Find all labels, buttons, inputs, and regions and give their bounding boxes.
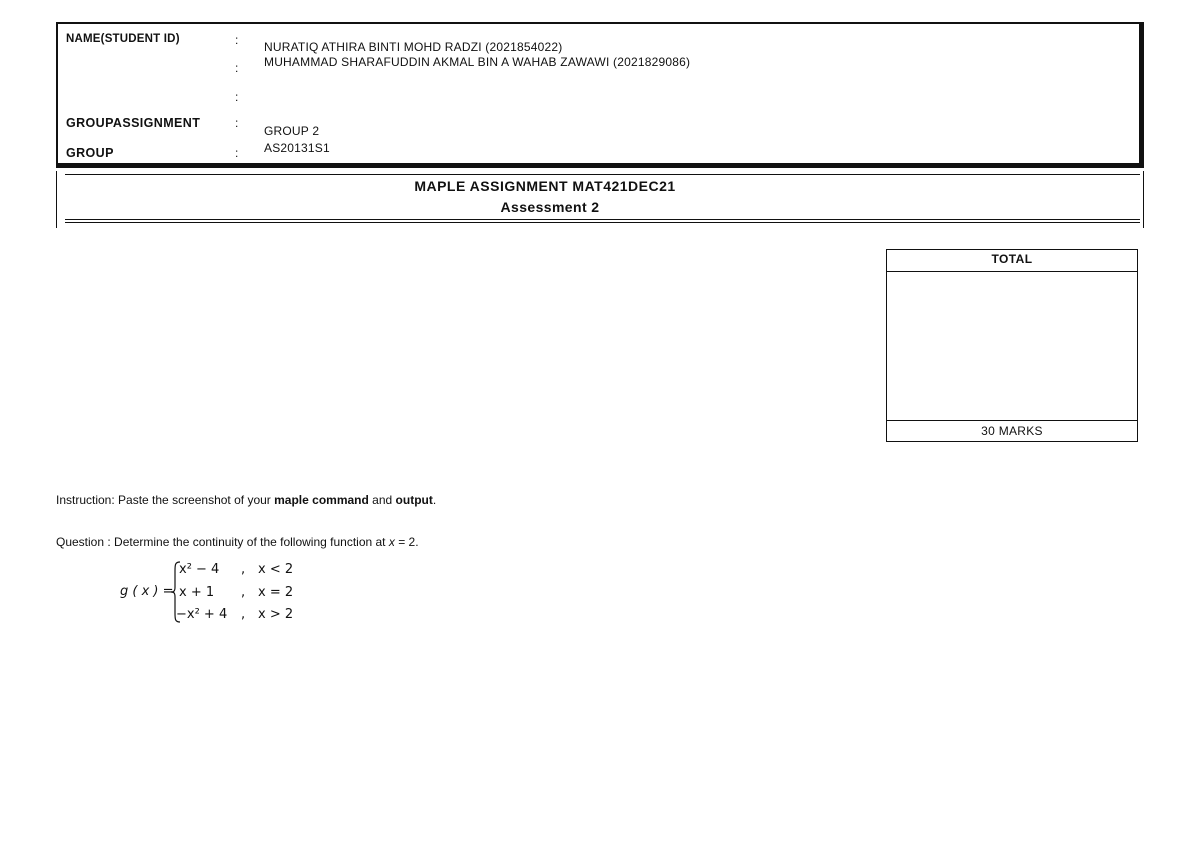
colon: : xyxy=(235,116,239,130)
total-header: TOTAL xyxy=(887,250,1137,272)
case-1-condition: x < 2 xyxy=(258,562,294,577)
instruction-bold-output: output xyxy=(395,493,433,507)
instruction-suffix: . xyxy=(432,493,437,507)
divider xyxy=(65,222,1140,223)
group-assignment-label: GROUPASSIGNMENT xyxy=(66,116,201,130)
total-marks-footer: 30 MARKS xyxy=(887,420,1137,441)
case-2-condition: x = 2 xyxy=(258,585,294,600)
student-1-name: NURATIQ ATHIRA BINTI MOHD RADZI (2021854022) xyxy=(264,40,563,54)
colon: : xyxy=(235,61,239,75)
group-assignment-value: GROUP 2 xyxy=(264,124,320,138)
colon: : xyxy=(235,146,239,160)
question-variable: x xyxy=(388,535,395,549)
function-lhs: g ( x ) = xyxy=(120,584,174,599)
group-label: GROUP xyxy=(66,146,114,160)
colon: : xyxy=(235,90,239,104)
case-separator: , xyxy=(241,562,246,577)
student-2-name: MUHAMMAD SHARAFUDDIN AKMAL BIN A WAHAB ZAWAWI (2021829086) xyxy=(264,55,691,69)
assignment-title: MAPLE ASSIGNMENT MAT421DEC21 xyxy=(414,178,676,194)
instruction-middle: and xyxy=(368,493,396,507)
case-1-expression: x² − 4 xyxy=(179,562,220,577)
case-2-expression: x + 1 xyxy=(179,585,215,600)
question-prefix: Question : Determine the continuity of the following function at xyxy=(56,535,389,549)
question-suffix: = 2. xyxy=(394,535,419,549)
instruction-prefix: Instruction: Paste the screenshot of your xyxy=(56,493,275,507)
name-label: NAME(STUDENT ID) xyxy=(66,33,180,45)
instruction-text xyxy=(56,493,436,507)
case-separator: , xyxy=(241,585,246,600)
case-3-condition: x > 2 xyxy=(258,607,294,622)
assessment-subtitle: Assessment 2 xyxy=(500,199,600,215)
case-3-expression: −x² + 4 xyxy=(176,607,228,622)
instruction-bold-maple-command: maple command xyxy=(274,493,369,507)
case-separator: , xyxy=(241,607,246,622)
divider xyxy=(65,219,1140,220)
group-value: AS20131S1 xyxy=(264,141,330,155)
divider xyxy=(65,174,1140,175)
colon: : xyxy=(235,33,239,47)
total-marks-box xyxy=(886,249,1138,442)
student-info-box xyxy=(56,22,1144,168)
question-text xyxy=(56,535,419,549)
